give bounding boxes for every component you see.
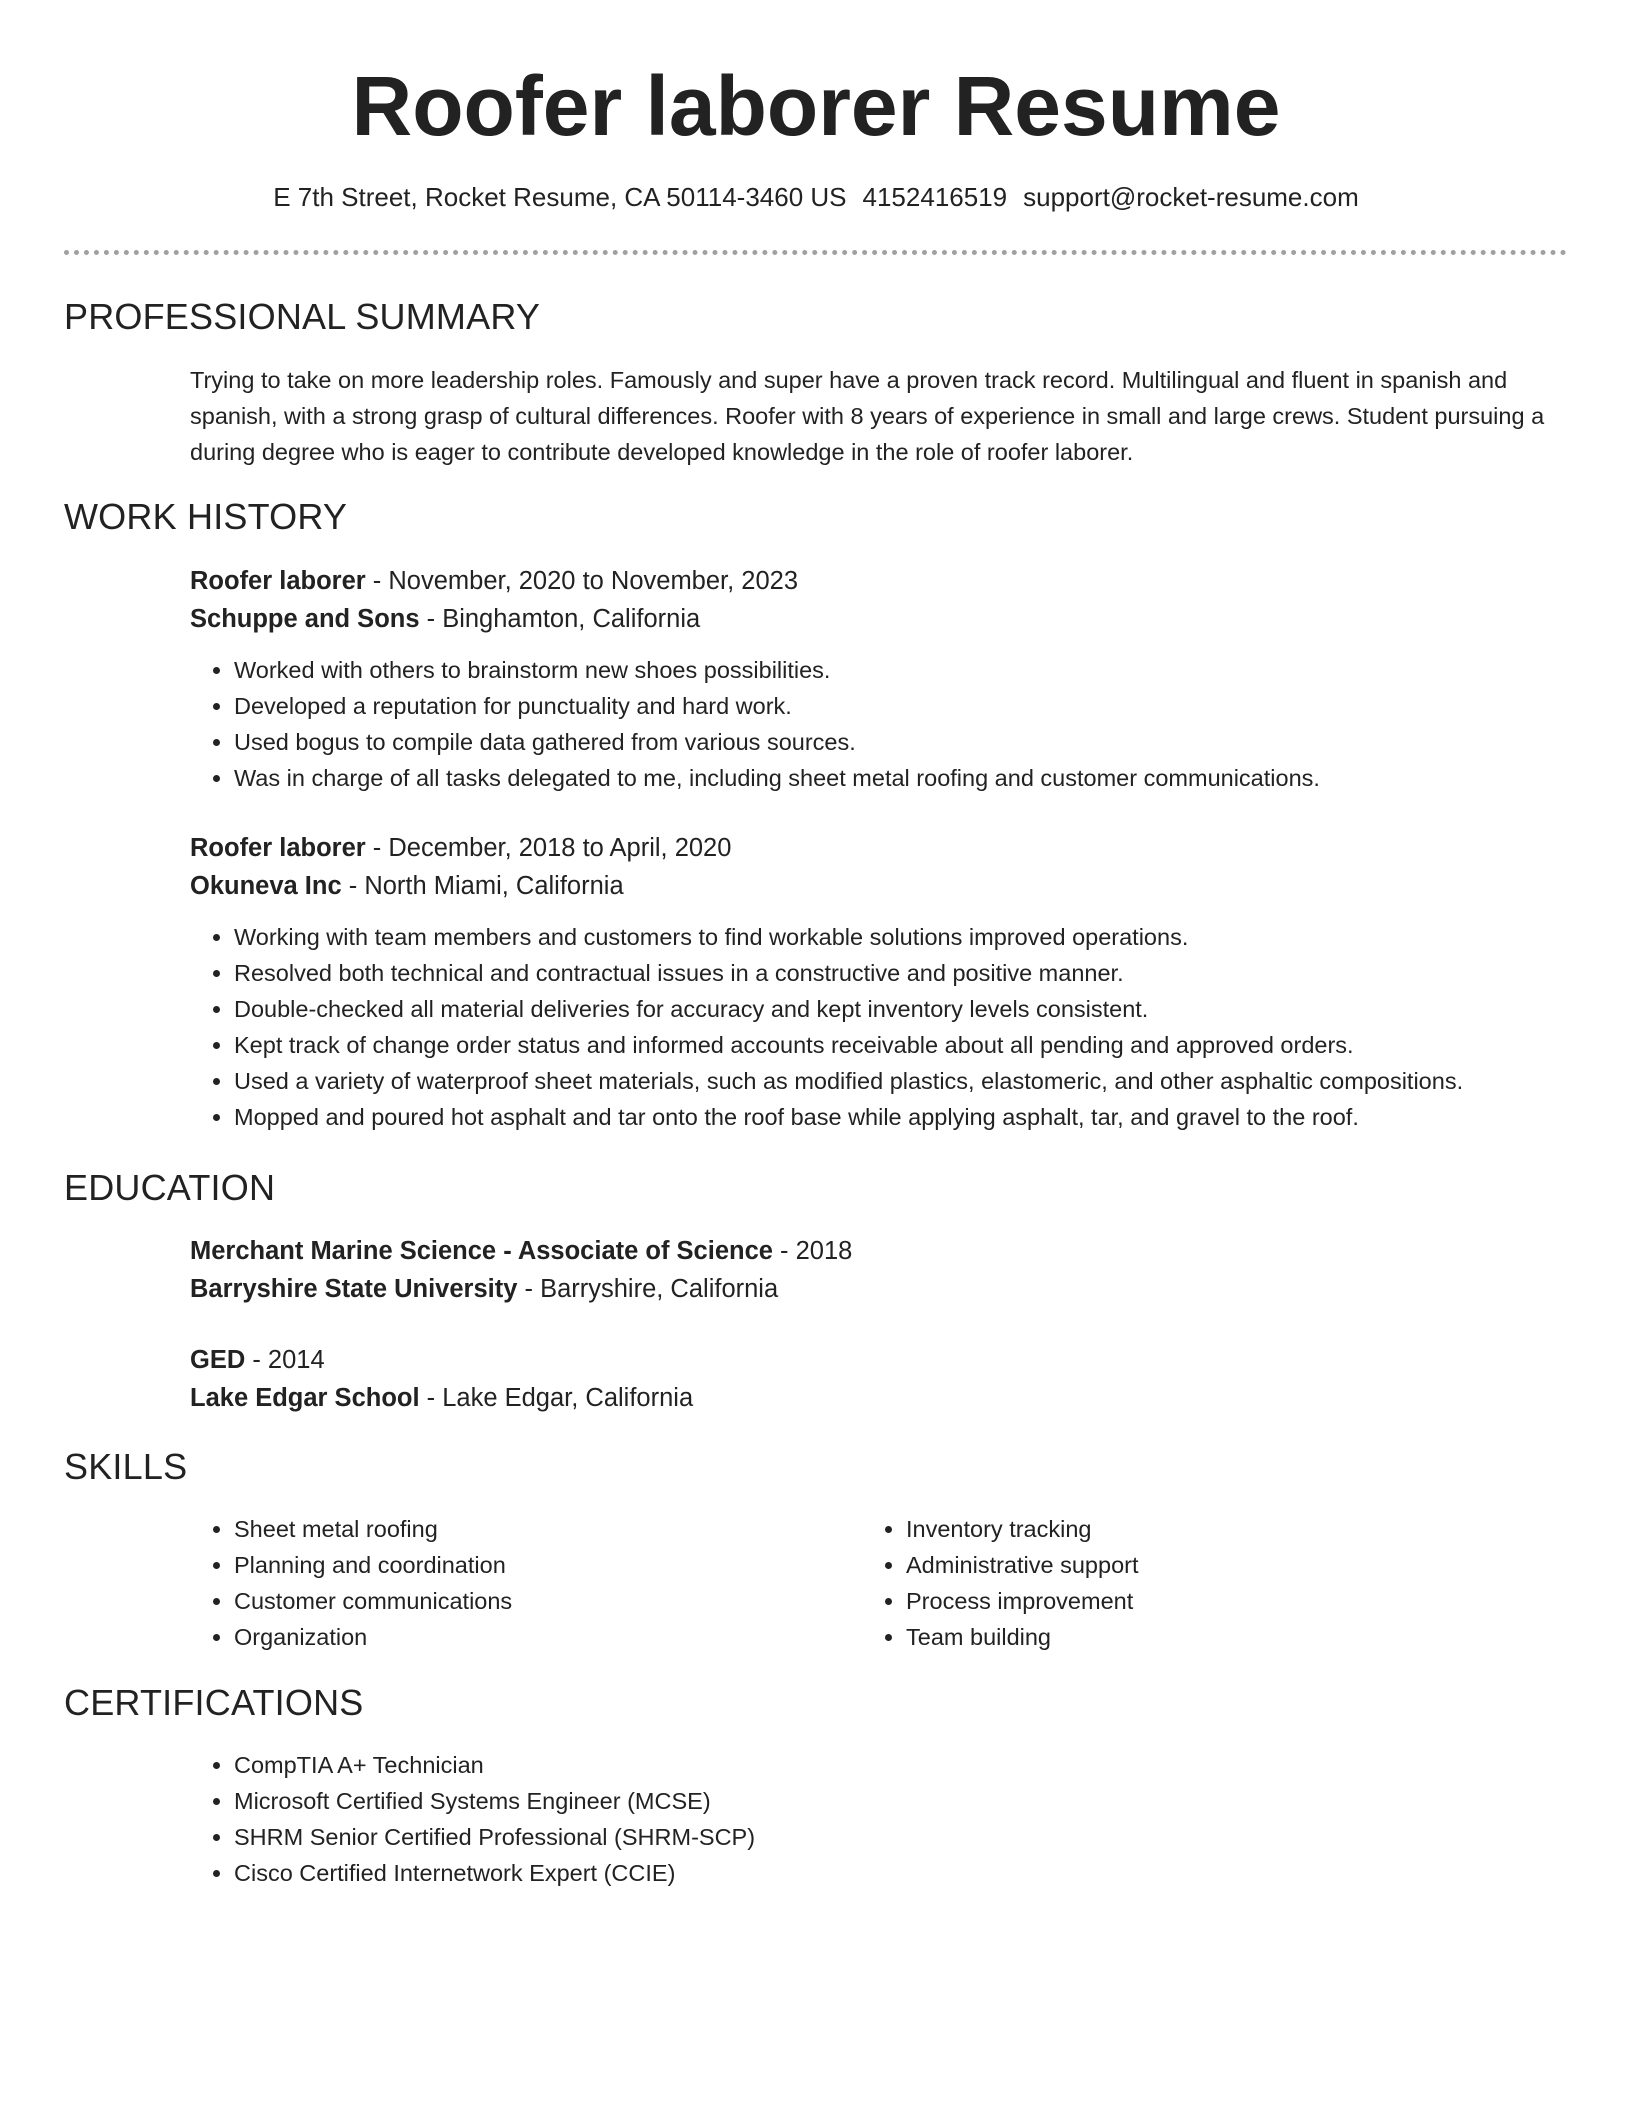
- job-bullet: • Kept track of change order status and informed accounts receivable about all pending and approved orders.: [234, 1027, 1560, 1063]
- contact-address: E 7th Street, Rocket Resume, CA 50114-3460 US: [273, 182, 847, 212]
- skill-item: • Team building: [906, 1619, 1502, 1655]
- skill-item: • Inventory tracking: [906, 1511, 1502, 1547]
- job-title: Roofer laborer: [190, 567, 366, 595]
- contact-line: [0, 179, 1632, 215]
- certification-item: • Cisco Certified Internetwork Expert (CCIE): [234, 1855, 1560, 1891]
- skills-column-left: [190, 1511, 830, 1655]
- job-bullets: [190, 652, 1560, 796]
- summary-heading: PROFESSIONAL SUMMARY: [64, 296, 541, 337]
- skills-column-right: [862, 1511, 1502, 1655]
- certification-item: • SHRM Senior Certified Professional (SHRM-SCP): [234, 1819, 1560, 1855]
- education-location: - Lake Edgar, California: [419, 1384, 694, 1412]
- job-entry: [190, 562, 1560, 796]
- education-school-line: [190, 1379, 1560, 1417]
- certifications-block: [190, 1747, 1560, 1891]
- education-entry: [190, 1232, 1560, 1308]
- job-bullet: • Mopped and poured hot asphalt and tar onto the roof base while applying asphalt, tar, and gravel to the roof.: [234, 1099, 1560, 1135]
- certifications-list: [190, 1747, 1560, 1891]
- job-location: - North Miami, California: [341, 872, 624, 900]
- work-history-heading: WORK HISTORY: [64, 496, 348, 537]
- job-location: - Binghamton, California: [419, 605, 701, 633]
- job-bullet: • Used bogus to compile data gathered from various sources.: [234, 724, 1560, 760]
- job-title: Roofer laborer: [190, 834, 366, 862]
- skills-list: [190, 1511, 830, 1655]
- job-dates: - December, 2018 to April, 2020: [365, 834, 732, 862]
- education-degree: GED: [190, 1346, 246, 1374]
- education-entry: [190, 1341, 1560, 1417]
- job-bullet: • Was in charge of all tasks delegated to me, including sheet metal roofing and customer communications.: [234, 760, 1560, 796]
- certification-item: • Microsoft Certified Systems Engineer (MCSE): [234, 1783, 1560, 1819]
- skill-item: • Process improvement: [906, 1583, 1502, 1619]
- education-location: - Barryshire, California: [517, 1275, 779, 1303]
- job-bullet: • Used a variety of waterproof sheet materials, such as modified plastics, elastomeric, and other asphaltic compositions.: [234, 1063, 1560, 1099]
- skill-item: • Customer communications: [234, 1583, 830, 1619]
- job-title-line: [190, 562, 1560, 600]
- certification-item: • CompTIA A+ Technician: [234, 1747, 1560, 1783]
- contact-email: support@rocket-resume.com: [1023, 182, 1359, 212]
- job-bullet: • Worked with others to brainstorm new shoes possibilities.: [234, 652, 1560, 688]
- certifications-heading: CERTIFICATIONS: [64, 1682, 364, 1723]
- education-heading: EDUCATION: [64, 1167, 276, 1208]
- education-school-line: [190, 1270, 1560, 1308]
- contact-phone: 4152416519: [862, 182, 1008, 212]
- education-school: Barryshire State University: [190, 1275, 518, 1303]
- job-bullet: • Working with team members and customers to find workable solutions improved operations.: [234, 919, 1560, 955]
- skills-list: [862, 1511, 1502, 1655]
- job-company-line: [190, 600, 1560, 638]
- education-year: - 2018: [772, 1237, 853, 1265]
- job-bullets: [190, 919, 1560, 1135]
- skill-item: • Administrative support: [906, 1547, 1502, 1583]
- skill-item: • Planning and coordination: [234, 1547, 830, 1583]
- job-entry: [190, 829, 1560, 1135]
- education-degree-line: [190, 1341, 1560, 1379]
- job-company: Schuppe and Sons: [190, 605, 420, 633]
- job-company: Okuneva Inc: [190, 872, 342, 900]
- job-bullet: • Developed a reputation for punctuality and hard work.: [234, 688, 1560, 724]
- job-bullet: • Double-checked all material deliveries for accuracy and kept inventory levels consistent.: [234, 991, 1560, 1027]
- job-title-line: [190, 829, 1560, 867]
- job-company-line: [190, 867, 1560, 905]
- resume-title: Roofer laborer Resume: [351, 59, 1281, 153]
- skills-heading: SKILLS: [64, 1446, 188, 1487]
- job-dates: - November, 2020 to November, 2023: [365, 567, 799, 595]
- summary-block: [190, 362, 1560, 470]
- summary-text: Trying to take on more leadership roles. Famously and super have a proven track record. Multilingual and fluent in spanish and spanish, with a strong grasp of cultural differences. Roofer with 8 years of experience in small and large crews. Student pursuing a during degree who is eager to contribute developed knowledge in the role of roofer laborer.: [190, 367, 1545, 465]
- education-school: Lake Edgar School: [190, 1384, 420, 1412]
- header-divider: [64, 250, 1567, 255]
- skill-item: • Organization: [234, 1619, 830, 1655]
- skill-item: • Sheet metal roofing: [234, 1511, 830, 1547]
- education-degree-line: [190, 1232, 1560, 1270]
- job-bullet: • Resolved both technical and contractual issues in a constructive and positive manner.: [234, 955, 1560, 991]
- education-year: - 2014: [245, 1346, 325, 1374]
- education-degree: Merchant Marine Science - Associate of Science: [190, 1237, 773, 1265]
